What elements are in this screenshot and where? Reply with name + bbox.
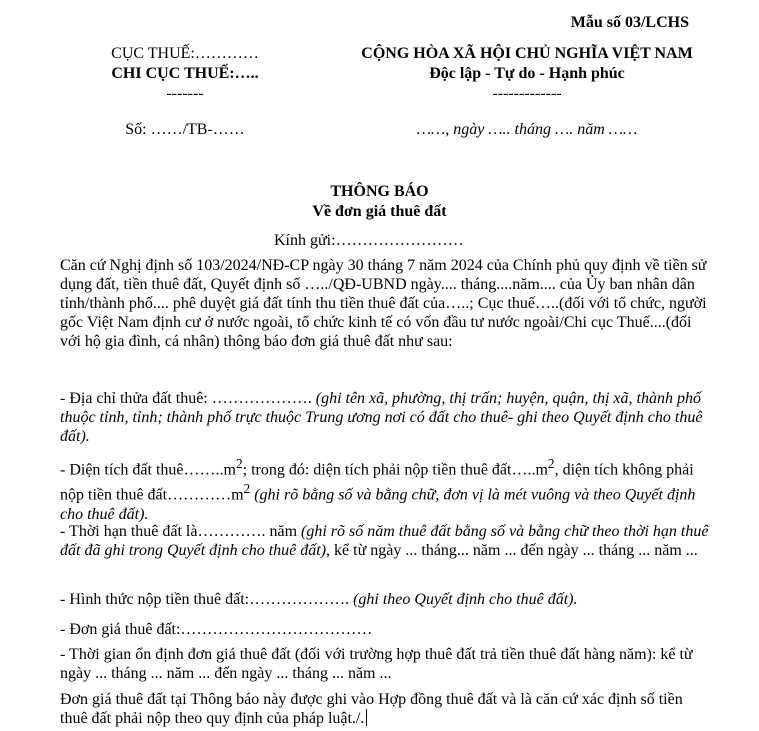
- address-note: (ghi tên xã, phường, thị trấn; huyện, quận, thị xã, thành phố thuộc tỉnh, tỉnh; thành phố trực thuộc Trung ương nơi có đất cho thuê- ghi theo Quyết định cho thuê đất).: [60, 390, 703, 445]
- nation-name: CỘNG HÒA XÃ HỘI CHỦ NGHĨA VIỆT NAM: [361, 45, 693, 62]
- term-note: (ghi rõ số năm thuê đất bằng số và bằng chữ theo thời hạn thuê đất đã ghi trong Quyết định cho thuê đất): [60, 523, 709, 559]
- item-address: [60, 389, 710, 446]
- address-label: - Địa chỉ thửa đất thuê: ……………….: [60, 390, 316, 407]
- item-stable-period: - Thời gian ổn định đơn giá thuê đất (đối với trường hợp thuê đất trả tiền thuê đất hàng năm): kể từ ngày ... tháng ... năm ... đến ngày ... tháng ... năm ...: [60, 646, 693, 682]
- item-term: [60, 522, 710, 560]
- item-payment-method: [60, 590, 710, 609]
- document-date: ……, ngày ….. tháng …. năm ……: [416, 121, 638, 138]
- preamble: Căn cứ Nghị định số 103/2024/NĐ-CP ngày 30 tháng 7 năm 2024 của Chính phủ quy định về tiền sử dụng đất, tiền thuê đất, Quyết định số …../QĐ-UBND ngày.... tháng....năm.... của Ủy ban nhân dân tỉnh/thành phố.... phê duyệt giá đất tính thu tiền thuê đất của…..; Cục thuế…..(đối với tổ chức, người gốc Việt Nam định cư ở nước ngoài, tổ chức kinh tế có vốn đầu tư nước ngoài/Chi cục Thuế....(đối với hộ gia đình, cá nhân) thông báo đơn giá thuê đất như sau:: [60, 257, 707, 350]
- term-tail: , kể từ ngày ... tháng... năm ... đến ngày ... tháng ... năm ...: [326, 542, 698, 559]
- term-label: - Thời hạn thuê đất là…………. năm: [60, 523, 302, 540]
- area-superscript-1: 2: [235, 456, 243, 471]
- nation-divider: -------------: [492, 85, 562, 102]
- item-area: [60, 454, 710, 524]
- document-subtitle: Về đơn giá thuê đất: [312, 203, 447, 220]
- area-superscript-3: 2: [243, 481, 251, 497]
- nation-motto: Độc lập - Tự do - Hạnh phúc: [429, 65, 625, 82]
- text-cursor: [366, 709, 367, 726]
- area-note: (ghi rõ bằng số và bằng chữ, đơn vị là mét vuông và theo Quyết định cho thuê đất).: [60, 486, 696, 523]
- payment-label: - Hình thức nộp tiền thuê đất:……………….: [60, 591, 354, 608]
- department-name: CỤC THUẾ:…………: [111, 45, 259, 62]
- area-part-1: - Diện tích đất thuê……..m: [60, 461, 236, 479]
- agency-header: [60, 44, 310, 104]
- area-part-2: ; trong đó: diện tích phải nộp tiền thuê đất…..m: [242, 461, 548, 479]
- document-number: Số: ……/TB-……: [125, 121, 245, 138]
- agency-divider: -------: [166, 85, 204, 102]
- item-unit-price: - Đơn giá thuê đất:………………………………: [60, 621, 373, 638]
- nation-header: [306, 44, 748, 104]
- payment-note: (ghi theo Quyết định cho thuê đất).: [353, 591, 578, 608]
- closing-text: Đơn giá thuê đất tại Thông báo này được ghi vào Hợp đồng thuê đất và là căn cứ xác định số tiền thuê đất phải nộp theo quy định của pháp luật./.: [60, 691, 683, 727]
- closing-paragraph: [60, 690, 710, 728]
- form-number: Mẫu số 03/LCHS: [570, 14, 689, 31]
- area-part-3: , diện tích không phải nộp tiền thuê đất…………m: [60, 461, 694, 504]
- sub-department-name: CHI CỤC THUẾ:…..: [111, 65, 259, 82]
- area-superscript-2: 2: [547, 456, 555, 471]
- document-title: THÔNG BÁO: [330, 183, 429, 200]
- greeting: Kính gửi:……………………: [274, 232, 464, 249]
